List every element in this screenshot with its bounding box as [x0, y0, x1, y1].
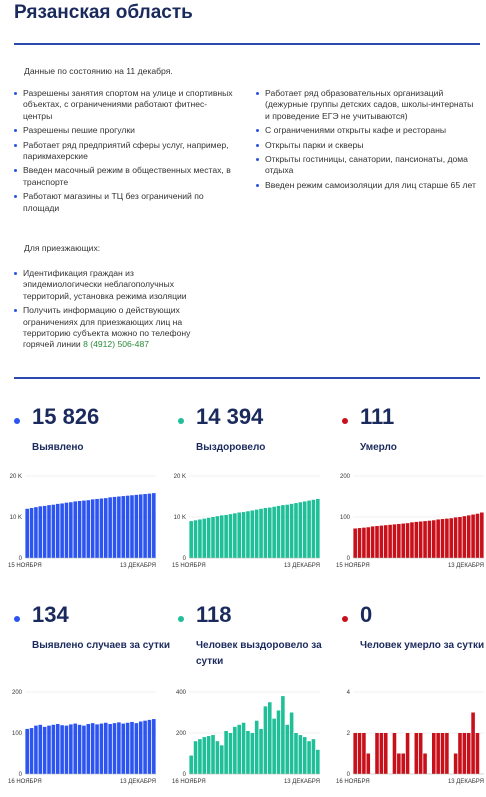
list-item: Работает ряд предприятий сферы услуг, например, парикмахерские — [14, 140, 234, 163]
chart-bar — [198, 519, 202, 558]
chart-bar — [47, 505, 51, 558]
chart-bar — [428, 521, 432, 558]
stat-value: 111 — [360, 404, 395, 429]
chart-bar — [384, 733, 388, 774]
chart-bar — [30, 728, 34, 774]
chart-bar — [56, 504, 60, 558]
chart-bar — [251, 733, 255, 774]
y-tick-label: 10 K — [173, 515, 186, 521]
chart-bar — [259, 509, 263, 558]
chart-bar — [100, 724, 104, 774]
chart-bar — [458, 733, 462, 774]
chart-bar — [211, 517, 215, 558]
chart-bar — [268, 508, 272, 558]
chart-daily-deaths — [336, 686, 486, 791]
chart-bar — [95, 724, 99, 774]
chart-bar — [69, 724, 73, 774]
x-tick-label-end: 13 ДЕКАБРЯ — [447, 563, 484, 569]
chart-bar — [220, 745, 224, 774]
chart-bar — [126, 723, 130, 774]
chart-bar — [117, 497, 121, 559]
chart-bar — [454, 517, 458, 558]
chart-bar — [56, 724, 60, 774]
chart-bar — [290, 713, 294, 775]
chart-bar — [135, 723, 139, 774]
stat-value: 134 — [32, 602, 69, 627]
chart-bar — [87, 500, 91, 558]
chart-bar — [458, 517, 462, 558]
chart-bar — [108, 497, 112, 558]
chart-bar — [38, 506, 42, 558]
chart-bar — [30, 508, 34, 558]
y-tick-label: 2 — [346, 731, 350, 737]
chart-bar — [445, 519, 449, 558]
chart-bar — [121, 724, 125, 774]
chart-bar — [130, 722, 134, 774]
chart-bar — [246, 511, 250, 558]
chart-bar — [117, 722, 121, 774]
chart-bar — [303, 501, 307, 558]
date-note: Данные по состоянию на 11 декабря. — [24, 66, 173, 76]
chart-bar — [189, 521, 193, 558]
chart-bar — [95, 499, 99, 558]
chart-daily-recovered — [172, 686, 322, 791]
chart-bar — [362, 528, 366, 558]
chart-bar — [82, 726, 86, 774]
chart-bar — [126, 496, 130, 558]
chart-bar — [52, 725, 56, 774]
chart-bar — [73, 724, 77, 774]
list-item: Введен режим самоизоляции для лиц старше 65 лет — [256, 180, 476, 191]
chart-bar — [194, 741, 198, 774]
y-tick-label: 200 — [339, 474, 350, 480]
chart-bar — [401, 754, 405, 775]
chart-bar — [264, 508, 268, 558]
chart-bar — [198, 739, 202, 774]
bullet-icon — [14, 195, 17, 198]
bullet-icon — [256, 129, 259, 132]
chart-bar — [91, 499, 95, 558]
chart-bar — [224, 731, 228, 774]
chart-bar — [237, 512, 241, 558]
chart-bar — [445, 733, 449, 774]
chart-bar — [281, 505, 285, 558]
chart-bar — [316, 750, 320, 774]
list-item: Введен масочный режим в общественных местах, в транспорте — [14, 165, 234, 188]
chart-bar — [358, 733, 362, 774]
chart-bar — [303, 737, 307, 774]
stat-label: Выздоровело — [196, 442, 266, 453]
chart-bar — [130, 495, 134, 558]
chart-bar — [34, 507, 38, 558]
list-item: Открыты парки и скверы — [256, 140, 476, 151]
region-title: Рязанская область — [14, 2, 193, 23]
green-dot-icon — [178, 616, 184, 622]
chart-bar — [246, 731, 250, 774]
chart-bar — [415, 522, 419, 558]
chart-bar — [100, 499, 104, 558]
bullet-icon — [14, 309, 17, 312]
chart-bar — [43, 727, 47, 774]
chart-bar — [65, 503, 69, 558]
chart-bar — [358, 528, 362, 558]
x-tick-label-end: 13 ДЕКАБРЯ — [283, 563, 320, 569]
y-tick-label: 10 K — [9, 515, 22, 521]
chart-bar — [281, 696, 285, 774]
x-tick-label-start: 15 НОЯБРЯ — [8, 563, 42, 569]
y-tick-label: 100 — [11, 731, 22, 737]
chart-bar — [312, 739, 316, 774]
red-dot-icon — [342, 418, 348, 424]
chart-bar — [233, 513, 237, 558]
chart-bar — [272, 507, 276, 558]
chart-bar — [419, 733, 423, 774]
chart-bar — [294, 733, 298, 774]
chart-bar — [207, 736, 211, 774]
stat-value: 0 — [360, 602, 373, 627]
chart-bar — [480, 512, 484, 558]
chart-bar — [255, 721, 259, 774]
chart-bar — [121, 496, 125, 558]
stat-value: 15 826 — [32, 404, 100, 429]
chart-bar — [285, 725, 289, 774]
red-dot-icon — [342, 616, 348, 622]
y-tick-label: 20 K — [173, 474, 186, 480]
y-tick-label: 0 — [182, 556, 186, 562]
chart-bar — [211, 735, 215, 774]
chart-bar — [60, 725, 64, 774]
list-item: Получить информацию о действующих ограничениях для приезжающих лиц на территорию субъекта можно по телефону горячей линии 8 (4912) 506-487 — [14, 305, 214, 351]
chart-bar — [143, 721, 147, 774]
top-divider — [14, 43, 480, 45]
chart-bar — [220, 515, 224, 558]
chart-bar — [277, 506, 281, 558]
chart-bar — [60, 503, 64, 558]
x-tick-label-end: 13 ДЕКАБРЯ — [283, 779, 320, 785]
restrictions-left-list — [14, 88, 234, 217]
chart-bar — [397, 754, 401, 775]
chart-bar — [471, 713, 475, 775]
y-tick-label: 20 K — [9, 474, 22, 480]
stat-label: Выявлено — [32, 442, 84, 453]
chart-bar — [148, 494, 152, 558]
chart-bar — [152, 493, 156, 558]
chart-bar — [419, 522, 423, 558]
chart-bar — [216, 516, 220, 558]
chart-bar — [237, 725, 241, 774]
chart-bar — [375, 526, 379, 558]
chart-bar — [423, 521, 427, 558]
chart-bar — [38, 725, 42, 774]
chart-bar — [307, 741, 311, 774]
chart-recovered — [172, 470, 322, 575]
chart-bar — [307, 501, 311, 558]
bullet-icon — [14, 272, 17, 275]
x-tick-label-start: 16 НОЯБРЯ — [172, 779, 206, 785]
chart-bar — [393, 524, 397, 558]
chart-bar — [251, 510, 255, 558]
blue-dot-icon — [14, 616, 20, 622]
chart-bar — [436, 519, 440, 558]
chart-bar — [108, 724, 112, 774]
chart-bar — [285, 505, 289, 558]
y-tick-label: 0 — [346, 556, 350, 562]
chart-bar — [73, 501, 77, 558]
chart-bar — [224, 515, 228, 558]
stats-divider — [14, 377, 480, 379]
chart-bar — [366, 527, 370, 558]
hotline-phone-link[interactable]: 8 (4912) 506-487 — [83, 339, 149, 350]
list-item: С ограничениями открыты кафе и рестораны — [256, 125, 476, 136]
list-item: Открыты гостиницы, санатории, пансионаты, дома отдыха — [256, 154, 476, 177]
chart-bar — [454, 754, 458, 775]
chart-bar — [47, 726, 51, 774]
y-tick-label: 0 — [182, 772, 186, 778]
chart-bar — [229, 514, 233, 558]
chart-detected — [8, 470, 158, 575]
chart-bar — [78, 501, 82, 558]
chart-bar — [471, 515, 475, 558]
chart-bar — [272, 719, 276, 774]
x-tick-label-start: 16 НОЯБРЯ — [336, 779, 370, 785]
chart-bar — [148, 720, 152, 774]
arrivals-heading: Для приезжающих: — [24, 243, 101, 253]
bullet-icon — [14, 169, 17, 172]
y-tick-label: 100 — [339, 515, 350, 521]
chart-bar — [406, 523, 410, 558]
chart-bar — [143, 494, 147, 558]
chart-bar — [202, 737, 206, 774]
chart-bar — [207, 518, 211, 558]
chart-bar — [216, 741, 220, 774]
restrictions-right-list — [256, 88, 476, 194]
chart-bar — [104, 723, 108, 774]
chart-bar — [415, 733, 419, 774]
chart-bar — [397, 524, 401, 558]
chart-bar — [463, 516, 467, 558]
y-tick-label: 0 — [346, 772, 350, 778]
chart-bar — [52, 505, 56, 558]
chart-bar — [384, 525, 388, 558]
chart-bar — [432, 733, 436, 774]
chart-bar — [65, 726, 69, 774]
y-tick-label: 200 — [11, 690, 22, 696]
chart-bar — [113, 723, 117, 774]
chart-daily-detected — [8, 686, 158, 791]
stat-value: 14 394 — [196, 404, 264, 429]
chart-bar — [87, 724, 91, 774]
chart-bar — [380, 733, 384, 774]
stat-value: 118 — [196, 602, 232, 627]
chart-bar — [82, 501, 86, 558]
x-tick-label-end: 13 ДЕКАБРЯ — [447, 779, 484, 785]
green-dot-icon — [178, 418, 184, 424]
chart-bar — [135, 495, 139, 558]
bullet-icon — [256, 92, 259, 95]
stat-label: Выявлено случаев за сутки — [32, 640, 170, 651]
bullet-icon — [14, 129, 17, 132]
chart-bar — [423, 754, 427, 775]
chart-bar — [366, 754, 370, 775]
chart-bar — [194, 520, 198, 558]
chart-bar — [264, 706, 268, 774]
x-tick-label-start: 15 НОЯБРЯ — [172, 563, 206, 569]
chart-bar — [69, 502, 73, 558]
chart-bar — [233, 727, 237, 774]
chart-bar — [139, 494, 143, 558]
chart-bar — [78, 725, 82, 774]
y-tick-label: 0 — [18, 772, 22, 778]
chart-bar — [441, 733, 445, 774]
bullet-icon — [256, 158, 259, 161]
y-tick-label: 0 — [18, 556, 22, 562]
chart-bar — [432, 520, 436, 558]
chart-bar — [353, 733, 357, 774]
chart-bar — [189, 756, 193, 774]
chart-bar — [362, 733, 366, 774]
chart-bar — [406, 733, 410, 774]
chart-bar — [463, 733, 467, 774]
bullet-icon — [14, 144, 17, 147]
chart-bar — [380, 526, 384, 558]
chart-bar — [388, 525, 392, 558]
chart-bar — [476, 733, 480, 774]
chart-bar — [255, 510, 259, 558]
y-tick-label: 400 — [175, 690, 186, 696]
chart-bar — [371, 526, 375, 558]
chart-bar — [242, 512, 246, 558]
chart-bar — [441, 519, 445, 558]
chart-bar — [34, 726, 38, 774]
list-item: Разрешены занятия спортом на улице и спортивных объектах, с ограничениями работают фитнес-центры — [14, 88, 234, 122]
chart-bar — [353, 528, 357, 558]
x-tick-label-end: 13 ДЕКАБРЯ — [119, 779, 156, 785]
chart-bar — [449, 518, 453, 558]
list-item: Работают магазины и ТЦ без ограничений по площади — [14, 191, 234, 214]
stat-label: Человек выздоровело за сутки — [196, 640, 322, 667]
chart-bar — [467, 515, 471, 558]
list-item: Работает ряд образовательных организаций (дежурные группы детских садов, школы-интернаты и проведение ЕГЭ не учитываются) — [256, 88, 476, 122]
stat-label: Умерло — [360, 442, 397, 453]
chart-bar — [139, 722, 143, 774]
bullet-icon — [256, 144, 259, 147]
arrivals-list — [14, 268, 214, 354]
chart-bar — [401, 524, 405, 558]
chart-bar — [436, 733, 440, 774]
x-tick-label-end: 13 ДЕКАБРЯ — [119, 563, 156, 569]
chart-bar — [299, 735, 303, 774]
stat-label: Человек умерло за сутки — [360, 640, 485, 651]
chart-bar — [25, 729, 29, 774]
chart-bar — [312, 500, 316, 558]
list-item: Идентификация граждан из эпидемиологически неблагополучных территорий, установка режима изоляции — [14, 268, 214, 302]
chart-bar — [393, 733, 397, 774]
chart-bar — [290, 504, 294, 558]
y-tick-label: 4 — [346, 690, 350, 696]
chart-bar — [242, 723, 246, 774]
chart-bar — [229, 733, 233, 774]
chart-bar — [299, 502, 303, 558]
chart-bar — [294, 503, 298, 558]
bullet-icon — [14, 92, 17, 95]
chart-bar — [467, 733, 471, 774]
chart-bar — [113, 497, 117, 558]
y-tick-label: 200 — [175, 731, 186, 737]
chart-bar — [268, 702, 272, 774]
chart-bar — [202, 519, 206, 558]
list-item: Разрешены пешие прогулки — [14, 125, 234, 136]
bullet-icon — [256, 184, 259, 187]
blue-dot-icon — [14, 418, 20, 424]
chart-bar — [375, 733, 379, 774]
chart-bar — [91, 723, 95, 774]
chart-bar — [104, 498, 108, 558]
x-tick-label-start: 16 НОЯБРЯ — [8, 779, 42, 785]
chart-bar — [152, 719, 156, 774]
x-tick-label-start: 15 НОЯБРЯ — [336, 563, 370, 569]
chart-bar — [316, 499, 320, 558]
chart-bar — [277, 710, 281, 774]
chart-bar — [410, 522, 414, 558]
chart-bar — [25, 509, 29, 558]
chart-deaths — [336, 470, 486, 575]
chart-bar — [43, 506, 47, 558]
chart-bar — [476, 514, 480, 558]
chart-bar — [259, 729, 263, 774]
